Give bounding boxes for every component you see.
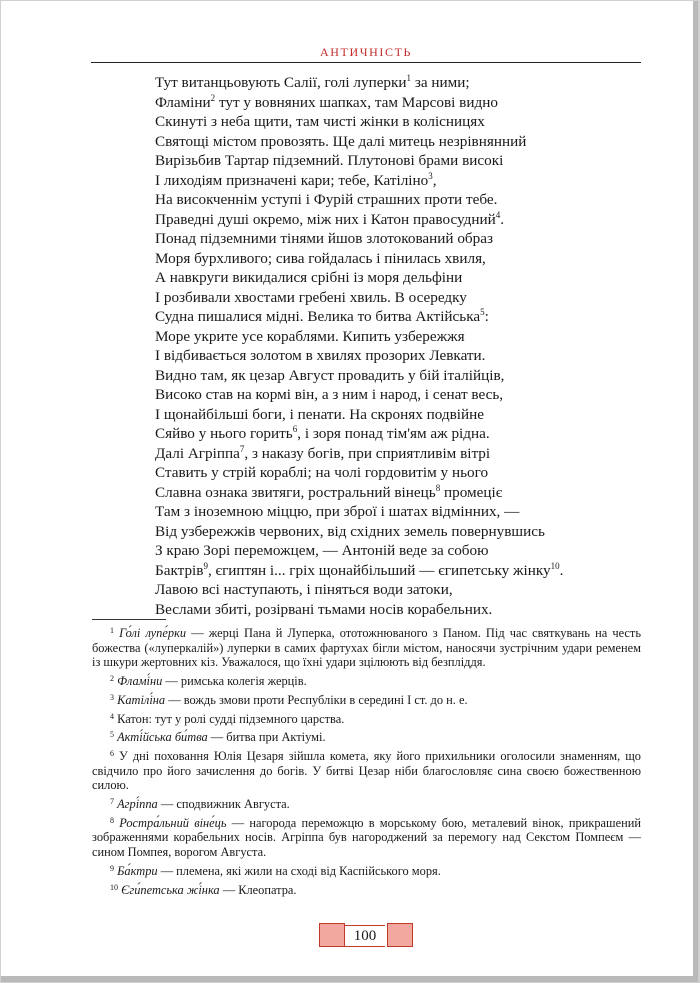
poem-line-text: Славна ознака звитяги, ростральний вінець <box>155 483 436 501</box>
footnote-text: — римська колегія жерців. <box>162 673 307 688</box>
poem-line <box>155 600 625 620</box>
poem-line-text: Високо став на кормі він, а з ним і народ, і сенат весь, <box>155 386 504 403</box>
poem-line <box>155 483 625 503</box>
poem-line-text: Море укрите усе кораблями. Кипить узбережжя <box>155 327 465 345</box>
poem-line <box>155 229 625 249</box>
footnote <box>92 626 641 670</box>
footnote-text: У дні поховання Юлія Цезаря зійшла комета, яку його прихильники оголосили знаменням, що свідчило про його зачислення до богів. У битві Цезар ніби благословляє сина своєю божественною силою. <box>92 749 641 793</box>
footnote-text: — нагорода переможцю в морському бою, металевий вінок, прикрашений зображеннями корабельних носів. Агріппа був нагороджений за перемогу над Секстом Помпеєм — сином Помпея, ворогом Августа. <box>92 815 641 860</box>
poem-line-text: , і зоря понад тім'ям аж рідна. <box>297 425 490 442</box>
footnote-text: — Клеопатра. <box>219 882 297 897</box>
footnote-ref: 8 <box>435 482 441 493</box>
poem-line <box>155 580 625 600</box>
poem-line-text: Від узбережжів червоних, від східних земель повернувшись <box>155 522 545 540</box>
poem-line <box>155 210 625 230</box>
poem-line-text: Вирізьбив Тартар підземний. Плутонові брами високі <box>155 152 504 169</box>
footnote-term: Агрі́ппа <box>117 797 158 812</box>
poem-line-text: Святощі містом провозять. Ще далі митець незрівнянний <box>155 132 527 150</box>
poem-line <box>155 463 625 483</box>
poem-line <box>155 132 625 152</box>
footnote-ref: 2 <box>210 92 216 103</box>
footnote-text: Катон: тут у ролі судді підземного царства. <box>117 711 345 726</box>
poem-line-text: . <box>559 561 564 579</box>
poem-line <box>155 522 625 542</box>
poem-line <box>155 327 625 347</box>
footnote-text: — племена, які жили на сході від Каспійського моря. <box>157 863 441 878</box>
footnote-text: — битва при Актіумі. <box>207 730 326 745</box>
footnote <box>92 883 641 898</box>
footnote-number: 1 <box>110 626 114 635</box>
poem-line <box>155 268 625 288</box>
poem-line <box>155 151 625 171</box>
poem-line <box>155 405 625 425</box>
footnote-number: 7 <box>110 797 114 807</box>
poem-line-text: З краю Зорі переможцем, — Антоній веде за собою <box>155 542 489 559</box>
poem-line <box>155 502 625 522</box>
poem-line-text: І лиходіям призначені кари; тебе, Катіліно <box>155 171 429 189</box>
footnote <box>92 749 641 793</box>
poem-line-text: Скинуті з неба щити, там чисті жінки в колісницях <box>155 113 485 130</box>
footnotes <box>92 626 641 901</box>
poem-line-text: І щонайбільші боги, і пенати. На скронях подвійне <box>155 405 485 423</box>
footnote-separator <box>92 619 166 620</box>
poem-line-text: Веслами збиті, розірвані тьмами носів корабельних. <box>155 600 493 618</box>
footnote-term: Ба́ктри <box>117 863 158 878</box>
footnote <box>92 864 641 879</box>
poem-line <box>155 288 625 308</box>
poem-line-text: Тут витанцьовують Салії, голі луперки <box>155 74 407 91</box>
footnote-text: — жерці Пана й Луперка, ототожнюваного з Паном. Під час святкувань на честь божества («луперкалій») луперки в самих фартухах бігли містом, наносячи зустрічним удари ременем із шкури жертовних кіз. Уважалося, що їхні удари зцілюють від безпліддя. <box>92 626 641 670</box>
poem-line-text: Понад підземними тінями йшов злотокований образ <box>155 230 493 247</box>
poem-text <box>155 73 625 619</box>
footnote-number: 2 <box>110 673 114 683</box>
footnote-ref: 9 <box>203 560 208 571</box>
footnote-ref: 6 <box>292 424 298 434</box>
poem-line-text: Бактрів <box>155 561 204 579</box>
footnote-term: Го́лі лупе́рки <box>119 626 187 640</box>
poem-line-text: І розбивали хвостами гребені хвиль. В осередку <box>155 288 467 306</box>
footnote-ref: 5 <box>480 307 485 317</box>
pager-left-decoration <box>319 923 345 947</box>
footnote-term: Фламі́ни <box>117 673 163 688</box>
footnote-text: — сподвижник Августа. <box>157 797 290 812</box>
running-header: АНТИЧНІСТЬ <box>319 45 412 59</box>
footnote-term: Єги́петська жі́нка <box>121 882 220 897</box>
poem-line <box>155 346 625 366</box>
footnote-ref: 7 <box>239 443 245 454</box>
poem-line-text: , єгиптян і... гріх щонайбільший — єгипетську жінку <box>207 561 551 579</box>
poem-line-text: А навкруги викидалися срібні із моря дельфіни <box>155 269 463 286</box>
footnote-number: 5 <box>110 730 114 740</box>
footnote-ref: 3 <box>428 170 433 181</box>
poem-line <box>155 249 625 269</box>
footnote-number: 10 <box>110 882 118 892</box>
footnote-number: 4 <box>110 711 114 721</box>
poem-line-text: : <box>484 308 489 325</box>
poem-line-text: Видно там, як цезар Август провадить у бій італійців, <box>155 366 505 384</box>
poem-line <box>155 171 625 191</box>
book-page <box>1 1 698 982</box>
poem-line <box>155 444 625 464</box>
poem-line-text: На високченнім уступі і Фурій страшних проти тебе. <box>155 191 498 208</box>
poem-line <box>155 307 625 327</box>
footnote <box>92 816 641 860</box>
poem-line <box>155 73 625 93</box>
footnote <box>92 693 641 708</box>
footnote-term: Ростра́льний віне́ць <box>119 815 227 830</box>
footnote-number: 6 <box>110 749 114 759</box>
poem-line <box>155 190 625 210</box>
poem-line-text: тут у вовняних шапках, там Марсові видно <box>215 93 498 111</box>
poem-line <box>155 561 625 581</box>
footnote-ref: 4 <box>495 209 501 220</box>
header-rule <box>91 62 641 63</box>
footnote-ref: 1 <box>406 73 412 83</box>
poem-line-text: Там з іноземною міццю, при зброї і шатах відмінних, — <box>155 503 520 520</box>
footnote-text: — вождь змови проти Республіки в середині І ст. до н. е. <box>165 692 468 707</box>
footnote-number: 8 <box>110 815 114 825</box>
poem-line-text: Моря бурхливого; сива гойдалась і пінилась хвиля, <box>155 249 486 267</box>
poem-line-text: Лавою всі наступають, і піняться води затоки, <box>155 581 453 598</box>
poem-line <box>155 93 625 113</box>
poem-line-text: Праведні душі окремо, між них і Катон правосудний <box>155 210 496 228</box>
poem-line <box>155 385 625 405</box>
pager-right-decoration <box>387 923 413 947</box>
poem-line-text: І відбивається золотом в хвилях прозорих Левкати. <box>155 347 486 364</box>
footnote-term: Катілі́на <box>117 692 166 707</box>
poem-line <box>155 366 625 386</box>
poem-line-text: , з наказу богів, при сприятливім вітрі <box>244 444 491 462</box>
footnote-ref: 10 <box>550 560 560 571</box>
footnote <box>92 674 641 689</box>
poem-line <box>155 112 625 132</box>
poem-line-text: Судна пишалися мідні. Велика то битва Актійська <box>155 308 481 325</box>
footnote <box>92 712 641 727</box>
poem-line <box>155 424 625 444</box>
footnote <box>92 730 641 745</box>
poem-line-text: за ними; <box>411 74 470 91</box>
poem-line-text: промеціє <box>440 483 503 501</box>
poem-line-text: Ставить у стрій кораблі; на чолі гордовитім у нього <box>155 464 489 481</box>
footnote <box>92 797 641 812</box>
page-number: 100 <box>345 925 385 947</box>
poem-line <box>155 541 625 561</box>
footnote-number: 3 <box>110 692 114 702</box>
poem-line-text: Сяйво у нього горить <box>155 425 293 442</box>
poem-line-text: Фламіни <box>155 93 211 111</box>
poem-line-text: . <box>500 210 505 228</box>
poem-line-text: , <box>432 171 437 189</box>
footnote-term: Акті́йська би́тва <box>117 730 208 745</box>
footnote-number: 9 <box>110 863 114 873</box>
poem-line-text: Далі Агріппа <box>155 444 240 462</box>
